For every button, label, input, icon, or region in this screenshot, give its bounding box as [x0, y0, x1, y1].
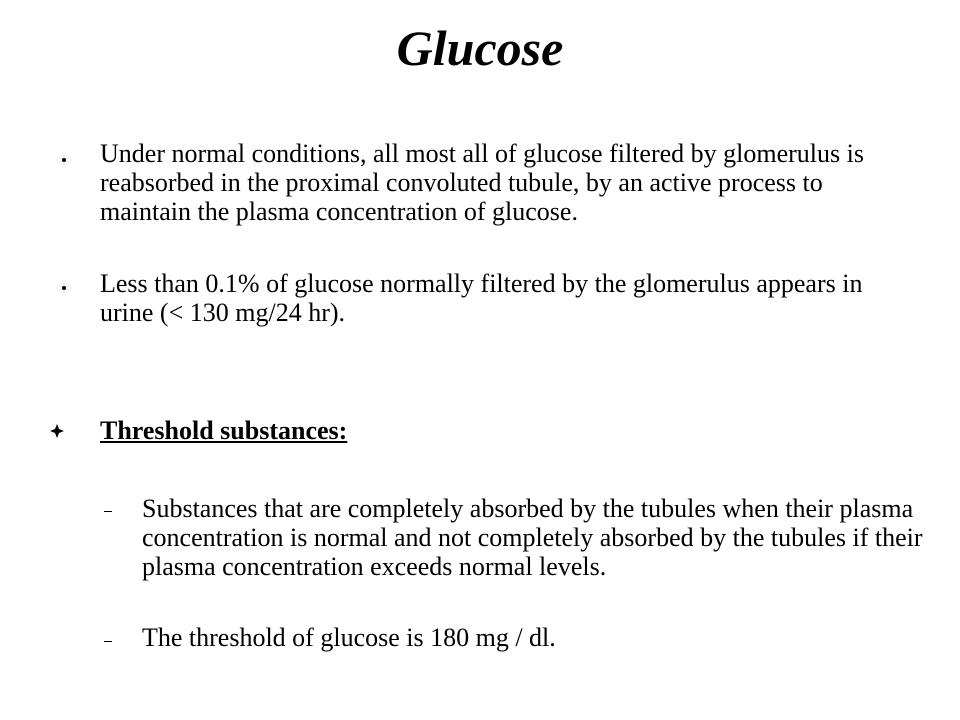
bullet-dot-icon	[62, 286, 66, 290]
bullet-text: Under normal conditions, all most all of glucose filtered by glomerulus is reabsorbed in the proximal convoluted tubule, by an active process to maintain the plasma concentration of glucose.	[100, 139, 864, 226]
bullet-dot-icon	[62, 158, 66, 162]
sub-bullet-text: Substances that are completely absorbed by the tubules when their plasma concentration is normal and not completely absorbed by the tubules if their plasma concentration exceeds normal levels.	[142, 494, 923, 581]
dash-bullet-icon	[104, 641, 112, 642]
slide-title: Glucose	[396, 20, 564, 76]
dash-bullet-icon	[104, 511, 112, 512]
section-heading: Threshold substances:	[100, 416, 348, 445]
diamond-bullet-icon	[50, 424, 64, 438]
sub-bullet-text: The threshold of glucose is 180 mg / dl.	[142, 623, 556, 652]
bullet-text: Less than 0.1% of glucose normally filtered by the glomerulus appears in urine (< 130 mg/24 hr).	[100, 269, 863, 327]
